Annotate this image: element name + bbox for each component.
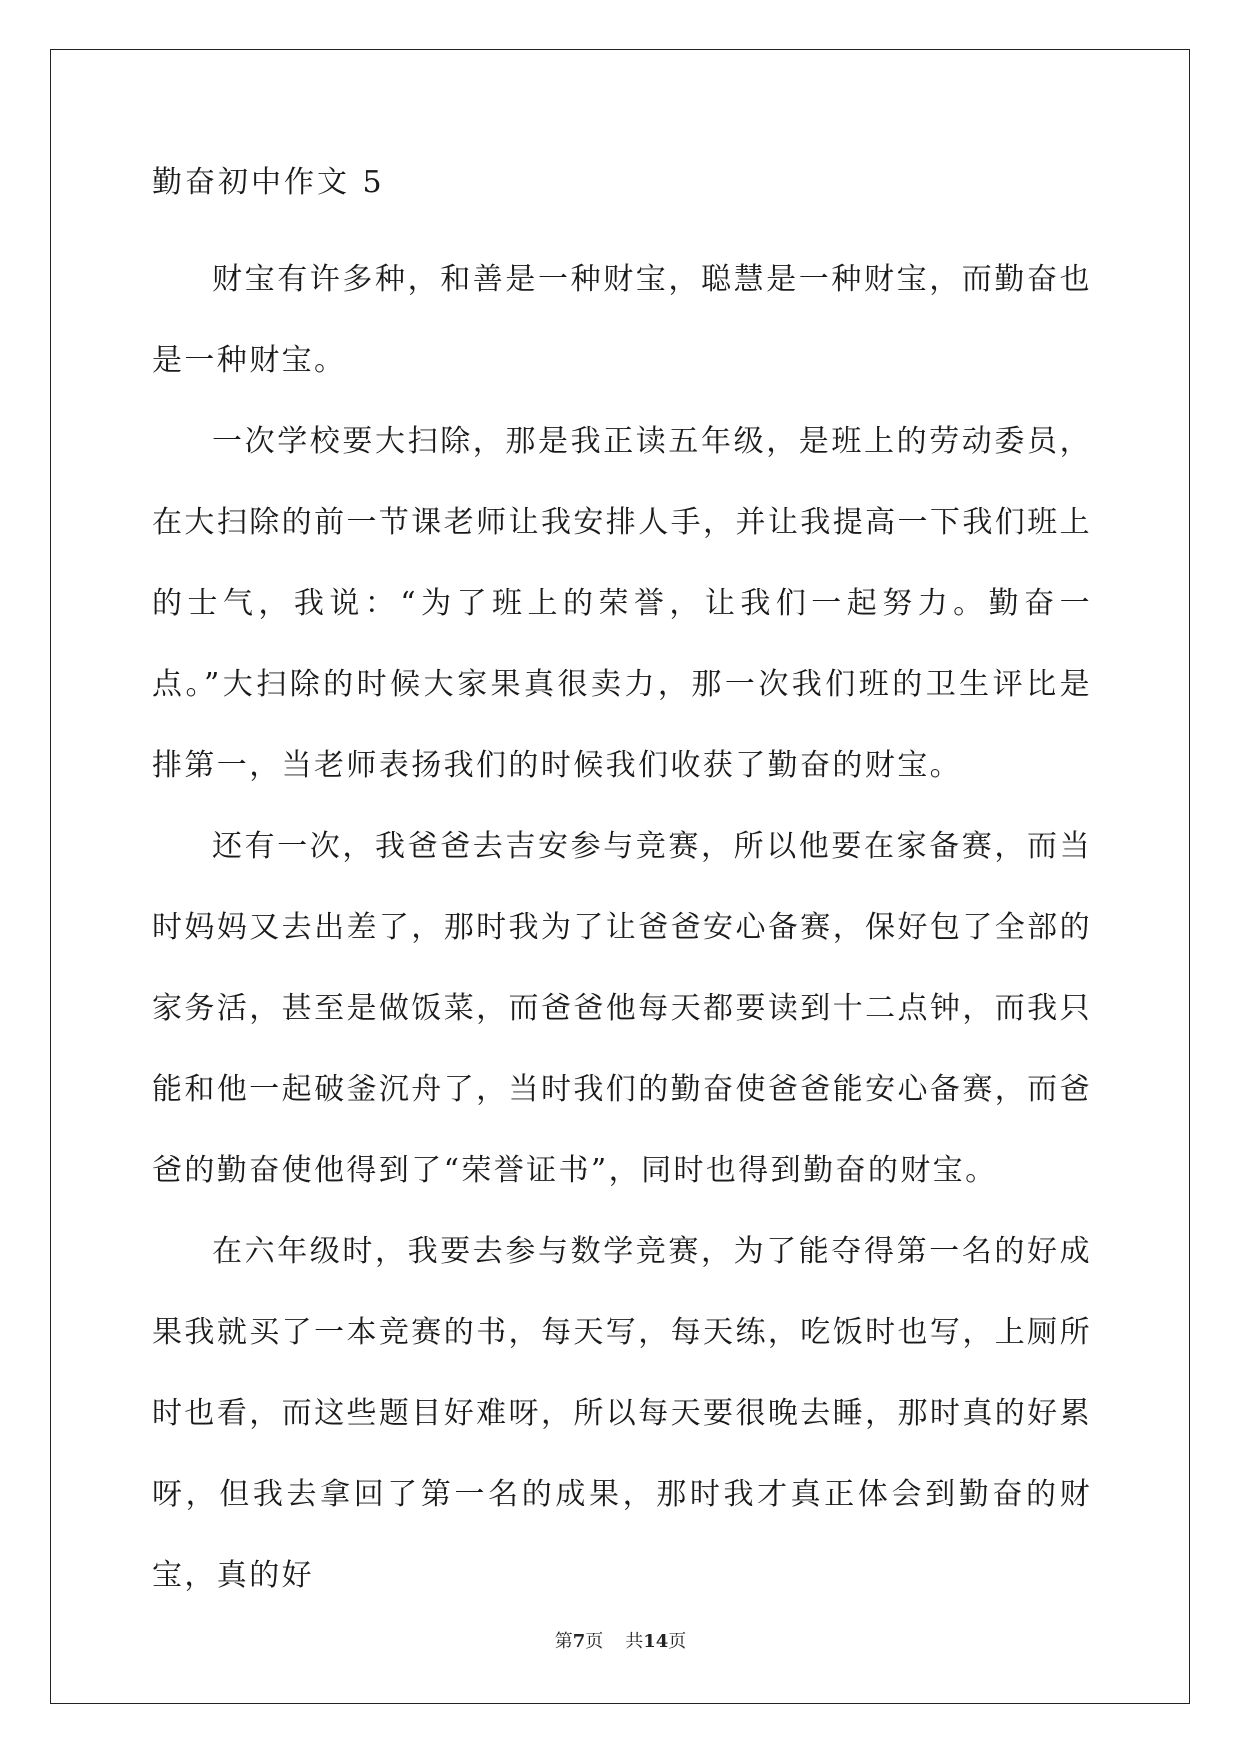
paragraph-3: 还有一次，我爸爸去吉安参与竞赛，所以他要在家备赛，而当时妈妈又去出差了，那时我为了让爸爸安心备赛，保好包了全部的家务活，甚至是做饭菜，而爸爸他每天都要读到十二点钟，而我只能和他一起破釜沉舟了，当时我们的勤奋使爸爸能安心备赛，而爸爸的勤奋使他得到了“荣誉证书”，同时也得到勤奋的财宝。 — [152, 829, 1092, 1188]
footer-page-number: 7 — [572, 1631, 586, 1652]
document-body — [152, 158, 1092, 1616]
footer-total-prefix: 共 — [625, 1631, 644, 1652]
page-footer — [0, 1630, 1241, 1654]
paragraph-1: 财宝有许多种，和善是一种财宝，聪慧是一种财宝，而勤奋也是一种财宝。 — [152, 262, 1092, 378]
footer-page-suffix: 页 — [585, 1631, 604, 1652]
document-title: 勤奋初中作文 5 — [152, 165, 385, 200]
paragraph-4: 在六年级时，我要去参与数学竞赛，为了能夺得第一名的好成果我就买了一本竞赛的书，每天写，每天练，吃饭时也写，上厕所时也看，而这些题目好难呀，所以每天要很晚去睡，那时真的好累呀，但我去拿回了第一名的成果，那时我才真正体会到勤奋的财宝，真的好 — [152, 1234, 1092, 1593]
footer-total-pages: 14 — [643, 1631, 669, 1652]
footer-page-prefix: 第 — [554, 1631, 573, 1652]
paragraph-2: 一次学校要大扫除，那是我正读五年级，是班上的劳动委员，在大扫除的前一节课老师让我安排人手，并让我提高一下我们班上的士气，我说：“为了班上的荣誉，让我们一起努力。勤奋一点。”大扫除的时候大家果真很卖力，那一次我们班的卫生评比是排第一，当老师表扬我们的时候我们收获了勤奋的财宝。 — [152, 424, 1092, 783]
footer-total-suffix: 页 — [668, 1631, 687, 1652]
